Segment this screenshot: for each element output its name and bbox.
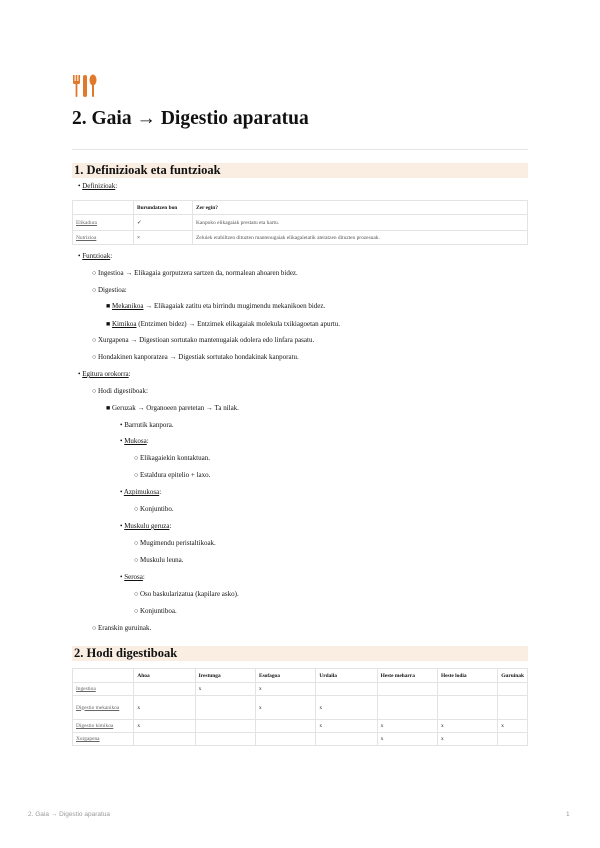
table-header bbox=[73, 669, 134, 683]
table-cell bbox=[498, 733, 528, 746]
hondakin-text: Hondakinen kanporatzea → Digestiak sortutako hondakinak kanporatu. bbox=[97, 353, 299, 361]
table-cell: x bbox=[316, 720, 377, 733]
list-item: ○ Ingestioa → Elikagaia gorputzera sartzen da, normalean ahoaren bidez. bbox=[92, 269, 298, 277]
list-item: • Azpimukosa: bbox=[120, 488, 162, 496]
table-cell: x bbox=[134, 720, 195, 733]
table-row bbox=[73, 231, 528, 245]
table-cell: Zeluiek erabiltzen dituzten mantenugaiak elikagaietatik ateratzen dituzten prozesuak. bbox=[193, 231, 528, 245]
list-item-egitura: • Egitura orokorra: bbox=[78, 370, 131, 378]
table-cell[interactable]: Xurgapena bbox=[73, 733, 134, 746]
table-header: Guruinak bbox=[498, 669, 528, 683]
table-cell: ✓ bbox=[134, 215, 193, 231]
serosa-label[interactable]: Serosa bbox=[124, 573, 143, 581]
kimikoa-label[interactable]: Kimikoa bbox=[111, 320, 137, 328]
list-item: ○ Elikagaiekin kontaktuan. bbox=[134, 454, 210, 462]
serosa-item: Oso baskularizatua (kapilare asko). bbox=[139, 590, 239, 598]
list-item: ■ Mekanikoa → Elikagaiak zatitu eta birrindu mugimendu mekanikoen bidez. bbox=[106, 302, 326, 310]
table-header: Irestunga bbox=[195, 669, 255, 683]
table-cell bbox=[255, 733, 315, 746]
list-item: ○ Hodi digestiboak: bbox=[92, 387, 148, 395]
digestioa-text: Digestioa: bbox=[97, 286, 127, 294]
azpimukosa-item: Konjuntibo. bbox=[139, 505, 174, 513]
barrutik-text: Barrutik kanpora. bbox=[124, 421, 174, 429]
list-item: • Mukosa: bbox=[120, 437, 149, 445]
table-header: Burundatzen bon bbox=[134, 201, 193, 215]
list-item: ○ Xurgapena → Digestioan sortutako mantenugaiak odolera edo linfara pasatu. bbox=[92, 336, 315, 344]
table-cell[interactable]: Elikadura bbox=[73, 215, 134, 231]
list-item: ○ Oso baskularizatua (kapilare asko). bbox=[134, 590, 239, 598]
table-row bbox=[73, 683, 528, 696]
muskulu-item: Muskulu leuna. bbox=[139, 556, 184, 564]
table-cell bbox=[134, 733, 195, 746]
table-header: Zer egin? bbox=[193, 201, 528, 215]
table-header: Heste lodia bbox=[437, 669, 497, 683]
muskulu-label[interactable]: Muskulu geruza bbox=[124, 522, 170, 530]
table-cell: x bbox=[134, 696, 195, 720]
azpimukosa-label[interactable]: Azpimukosa bbox=[123, 488, 160, 496]
table-cell: x bbox=[255, 696, 315, 720]
list-item: • Muskulu geruza: bbox=[120, 522, 172, 530]
table-cell[interactable]: Nutrizioa bbox=[73, 231, 134, 245]
list-item: • Serosa: bbox=[120, 573, 145, 581]
table-cell: x bbox=[437, 720, 497, 733]
table-cell bbox=[316, 683, 377, 696]
table-header bbox=[73, 201, 134, 215]
table-cell: x bbox=[437, 733, 497, 746]
table-cell[interactable]: Digestio kimikoa bbox=[73, 720, 134, 733]
list-item: ○ Konjuntibo. bbox=[134, 505, 174, 513]
table-header: Urdaila bbox=[316, 669, 377, 683]
mekanikoa-text: → Elikagaiak zatitu eta birrindu mugimendu mekanikoen bidez. bbox=[143, 302, 326, 310]
colon: : bbox=[115, 182, 118, 190]
table-cell: × bbox=[134, 231, 193, 245]
definitions-table bbox=[72, 200, 528, 245]
egitura-label[interactable]: Egitura orokorra bbox=[82, 370, 129, 378]
hodi-text: Hodi digestiboak: bbox=[97, 387, 148, 395]
list-item: ○ Digestioa: bbox=[92, 286, 127, 294]
table-cell: x bbox=[377, 720, 437, 733]
table-cell: Kanpoko elikagaiak prestatu eta hartu. bbox=[193, 215, 528, 231]
serosa-item: Konjuntiboa. bbox=[139, 607, 177, 615]
footer-title: 2. Gaia → Digestio aparatua bbox=[28, 811, 111, 818]
eranskin-text: Eranskin guruinak. bbox=[97, 624, 152, 632]
funtzioak-label[interactable]: Funtzioak bbox=[82, 252, 111, 260]
muskulu-item: Mugimendu peristaltikoak. bbox=[139, 539, 216, 547]
page-title: 2. Gaia → Digestio aparatua bbox=[72, 108, 309, 129]
table-cell[interactable]: Digestio mekanikoa bbox=[73, 696, 134, 720]
table-cell bbox=[195, 696, 255, 720]
mukosa-label[interactable]: Mukosa bbox=[124, 437, 147, 445]
mukosa-item: Estaldura epitelio + laxo. bbox=[139, 471, 211, 479]
list-item: ○ Eranskin guruinak. bbox=[92, 624, 152, 632]
table-cell bbox=[316, 733, 377, 746]
table-cell bbox=[498, 683, 528, 696]
table-cell[interactable]: Ingestioa bbox=[73, 683, 134, 696]
table-cell: x bbox=[316, 696, 377, 720]
table-cell: x bbox=[498, 720, 528, 733]
xurgapena-text: Xurgapena → Digestioan sortutako mantenugaiak odolera edo linfara pasatu. bbox=[97, 336, 315, 344]
table-header-row bbox=[73, 201, 528, 215]
definizioak-label[interactable]: Definizioak bbox=[82, 182, 116, 190]
footer-page-number: 1 bbox=[566, 811, 570, 818]
table-cell: x bbox=[195, 683, 255, 696]
table-cell: x bbox=[255, 683, 315, 696]
hodi-table bbox=[72, 668, 528, 746]
table-row bbox=[73, 720, 528, 733]
list-item: ■ Kimikoa (Entzimen bidez) → Entzimek elikagaiak molekula txikiagoetan apurtu. bbox=[106, 320, 340, 328]
mukosa-item: Elikagaiekin kontaktuan. bbox=[139, 454, 210, 462]
ingestioa-text: Ingestioa → Elikagaia gorputzera sartzen da, normalean ahoaren bidez. bbox=[97, 269, 298, 277]
kimikoa-text: (Entzimen bidez) → Entzimek elikagaiak molekula txikiagoetan apurtu. bbox=[136, 320, 340, 328]
table-header-row bbox=[73, 669, 528, 683]
table-row bbox=[73, 733, 528, 746]
table-cell bbox=[498, 696, 528, 720]
list-item: • Barrutik kanpora. bbox=[120, 421, 174, 429]
list-item: ○ Hondakinen kanporatzea → Digestiak sortutako hondakinak kanporatu. bbox=[92, 353, 299, 361]
table-cell bbox=[255, 720, 315, 733]
list-item-definizioak: • Definizioak: bbox=[78, 182, 118, 190]
table-header: Heste meharra bbox=[377, 669, 437, 683]
table-row bbox=[73, 696, 528, 720]
list-item: ○ Muskulu leuna. bbox=[134, 556, 184, 564]
list-item-funtzioak: • Funtzioak: bbox=[78, 252, 113, 260]
table-header: Ahoa bbox=[134, 669, 195, 683]
section-heading-hodi: 2. Hodi digestiboak bbox=[72, 646, 528, 661]
table-cell bbox=[437, 696, 497, 720]
list-item: ■ Geruzak → Organoeen paretetan → Ta nilak. bbox=[106, 404, 239, 412]
table-cell bbox=[377, 683, 437, 696]
utensils-icon bbox=[72, 74, 102, 98]
table-cell bbox=[377, 696, 437, 720]
list-item: ○ Mugimendu peristaltikoak. bbox=[134, 539, 216, 547]
table-header: Esofagoa bbox=[255, 669, 315, 683]
table-cell bbox=[437, 683, 497, 696]
table-cell bbox=[134, 683, 195, 696]
title-divider bbox=[72, 149, 528, 150]
mekanikoa-label[interactable]: Mekanikoa bbox=[111, 302, 144, 310]
list-item: ○ Konjuntiboa. bbox=[134, 607, 177, 615]
table-cell: x bbox=[377, 733, 437, 746]
table-cell bbox=[195, 733, 255, 746]
table-cell bbox=[195, 720, 255, 733]
section-heading-definitions: 1. Definizioak eta funtzioak bbox=[72, 163, 528, 178]
table-row bbox=[73, 215, 528, 231]
geruzak-text: Geruzak → Organoeen paretetan → Ta nilak. bbox=[111, 404, 239, 412]
list-item: ○ Estaldura epitelio + laxo. bbox=[134, 471, 211, 479]
